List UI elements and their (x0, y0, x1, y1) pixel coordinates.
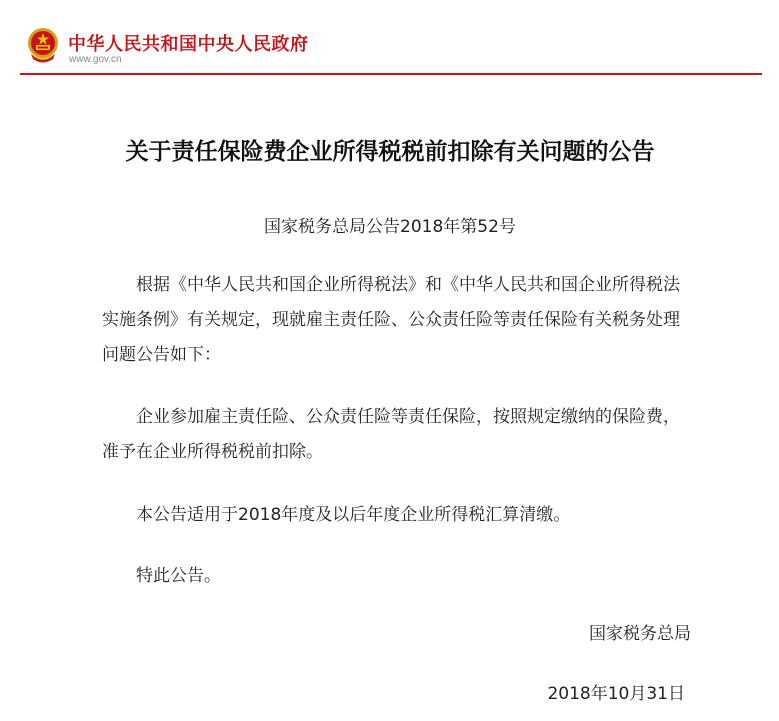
document-title: 关于责任保险费企业所得税税前扣除有关问题的公告 (125, 139, 655, 165)
national-emblem-icon[interactable] (26, 26, 60, 64)
document-paragraph: 本公告适用于2018年度及以后年度企业所得税汇算清缴。 (136, 505, 571, 525)
site-title[interactable]: 中华人民共和国中央人民政府 (68, 34, 309, 55)
document-paragraph: 特此公告。 (136, 566, 221, 586)
header-divider (20, 73, 762, 75)
signature-date: 2018年10月31日 (547, 684, 685, 704)
document-paragraph: 根据《中华人民共和国企业所得税法》和《中华人民共和国企业所得税法实施条例》有关规定，现就雇主责任险、公众责任险等责任保险有关税务处理问题公告如下： (102, 275, 680, 365)
document-paragraph: 企业参加雇主责任险、公众责任险等责任保险，按照规定缴纳的保险费，准予在企业所得税税前扣除。 (102, 407, 680, 462)
site-url[interactable]: www.gov.cn (69, 54, 122, 65)
site-header (0, 0, 779, 74)
signature-organization: 国家税务总局 (589, 624, 691, 644)
document-number: 国家税务总局公告2018年第52号 (264, 217, 516, 237)
